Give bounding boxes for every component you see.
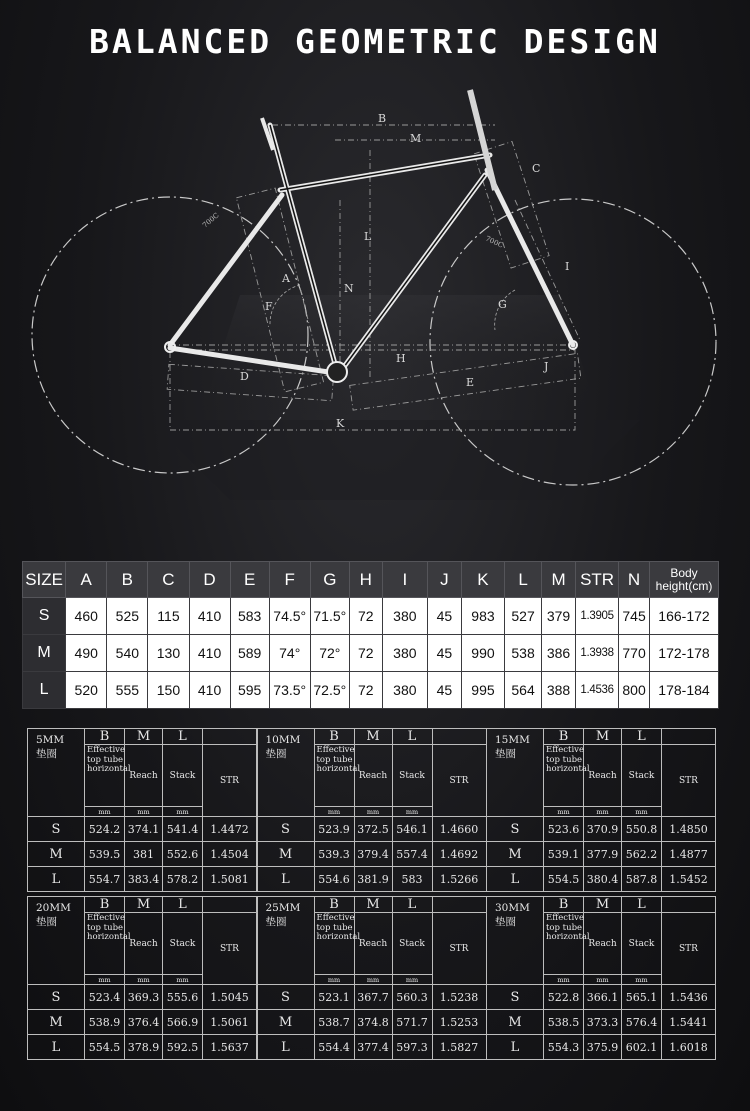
label-d: D: [240, 370, 249, 383]
spacer-size: 25MM: [265, 902, 301, 914]
spacer-size-cell: L: [487, 1035, 544, 1060]
header-str: STR: [575, 562, 618, 598]
spacer-value-cell: 377.9: [584, 842, 622, 867]
spacer-value-cell: 366.1: [584, 985, 622, 1010]
spacer-reach: Reach: [354, 745, 392, 807]
header-size: SIZE: [23, 562, 66, 598]
label-b: B: [378, 112, 387, 125]
spacer-value-cell: 375.9: [584, 1035, 622, 1060]
spacer-size-cell: L: [487, 867, 544, 892]
size-value-cell: 995: [461, 672, 504, 709]
spacer-col-b: B: [314, 729, 354, 745]
spacer-value-cell: 1.5238: [432, 985, 486, 1010]
spacer-value-cell: 539.3: [314, 842, 354, 867]
spacer-value-cell: 1.5827: [432, 1035, 486, 1060]
header-d: D: [189, 562, 230, 598]
size-value-cell: 538: [505, 635, 542, 672]
spacer-value-cell: 554.7: [85, 867, 125, 892]
spacer-col-b: B: [85, 729, 125, 745]
header-j: J: [427, 562, 461, 598]
size-value-cell: 1.3905: [575, 598, 618, 635]
spacer-value-cell: 539.1: [544, 842, 584, 867]
spacer-value-cell: 557.4: [392, 842, 432, 867]
spacer-name: [257, 729, 314, 817]
header-g: G: [310, 562, 349, 598]
label-k: K: [336, 417, 345, 430]
spacer-value-cell: 372.5: [354, 817, 392, 842]
spacer-col-l: L: [622, 729, 662, 745]
size-value-cell: 130: [148, 635, 189, 672]
spacer-row-2: [27, 896, 715, 1060]
size-table-header-row: [23, 562, 719, 598]
size-value-cell: 983: [461, 598, 504, 635]
spacer-col-l: L: [392, 897, 432, 913]
spacer-value-cell: 376.4: [125, 1010, 163, 1035]
size-value-cell: 1.4536: [575, 672, 618, 709]
size-value-cell: 745: [619, 598, 650, 635]
label-j: J: [544, 360, 549, 373]
size-value-cell: 72°: [310, 635, 349, 672]
spacer-value-cell: 1.5061: [203, 1010, 257, 1035]
spacer-str: STR: [203, 745, 257, 817]
spacer-reach: Reach: [125, 913, 163, 975]
size-value-cell: 564: [505, 672, 542, 709]
spacer-value-cell: 1.5452: [662, 867, 716, 892]
spacer-name: [257, 897, 314, 985]
spacer-reach: Reach: [584, 745, 622, 807]
spacer-value-cell: 565.1: [622, 985, 662, 1010]
size-value-cell: 166-172: [649, 598, 718, 635]
size-value-cell: 589: [230, 635, 269, 672]
spacer-value-cell: 578.2: [163, 867, 203, 892]
size-label-cell: S: [23, 598, 66, 635]
spacer-unit: mm: [622, 975, 662, 985]
size-value-cell: 583: [230, 598, 269, 635]
size-value-cell: 595: [230, 672, 269, 709]
size-value-cell: 1.3938: [575, 635, 618, 672]
spacer-str: STR: [203, 913, 257, 985]
size-value-cell: 71.5°: [310, 598, 349, 635]
size-label-cell: L: [23, 672, 66, 709]
spacer-size-cell: S: [28, 817, 85, 842]
page-title: BALANCED GEOMETRIC DESIGN: [89, 22, 661, 61]
spacer-unit: mm: [125, 807, 163, 817]
spacer-size-cell: M: [28, 1010, 85, 1035]
spacer-col-l: L: [622, 897, 662, 913]
header-k: K: [461, 562, 504, 598]
spacer-size-cell: M: [28, 842, 85, 867]
spacer-tables: [27, 728, 715, 1065]
size-value-cell: 410: [189, 672, 230, 709]
spacer-reach: Reach: [354, 913, 392, 975]
header-n: N: [619, 562, 650, 598]
spacer-table-5mm: [27, 728, 256, 892]
spacer-value-cell: 383.4: [125, 867, 163, 892]
header-e: E: [230, 562, 269, 598]
spacer-unit: mm: [622, 807, 662, 817]
spacer-value-cell: 1.4504: [203, 842, 257, 867]
spacer-name: [28, 729, 85, 817]
spacer-value-cell: 523.4: [85, 985, 125, 1010]
spacer-value-cell: 538.5: [544, 1010, 584, 1035]
spacer-size-cell: S: [257, 985, 314, 1010]
spacer-size-cell: S: [487, 985, 544, 1010]
header-body-height: Body height(cm): [649, 562, 718, 598]
spacer-value-cell: 554.6: [314, 867, 354, 892]
size-value-cell: 72: [349, 672, 382, 709]
label-g: G: [498, 298, 507, 311]
spacer-stack: Stack: [622, 745, 662, 807]
size-value-cell: 72: [349, 598, 382, 635]
spacer-washer-label: 垫圈: [36, 748, 57, 760]
spacer-value-cell: 538.9: [85, 1010, 125, 1035]
spacer-desc: Effective top tube horizontal: [314, 913, 354, 975]
spacer-unit: mm: [163, 807, 203, 817]
spacer-stack: Stack: [163, 745, 203, 807]
spacer-reach: Reach: [125, 745, 163, 807]
spacer-col-l: L: [163, 729, 203, 745]
spacer-table-30mm: [486, 896, 715, 1060]
spacer-col-m: M: [354, 897, 392, 913]
spacer-table-20mm: [27, 896, 256, 1060]
header-l: L: [505, 562, 542, 598]
size-value-cell: 527: [505, 598, 542, 635]
spacer-col-m: M: [354, 729, 392, 745]
spacer-col-m: M: [584, 897, 622, 913]
spacer-size-cell: L: [28, 1035, 85, 1060]
spacer-str: STR: [662, 913, 716, 985]
spacer-unit: mm: [544, 975, 584, 985]
size-value-cell: 73.5°: [269, 672, 310, 709]
spacer-size-cell: M: [257, 842, 314, 867]
label-e: E: [466, 376, 475, 389]
bottom-bracket: [327, 362, 347, 382]
size-value-cell: 770: [619, 635, 650, 672]
spacer-value-cell: 378.9: [125, 1035, 163, 1060]
spacer-value-cell: 374.1: [125, 817, 163, 842]
size-value-cell: 45: [427, 672, 461, 709]
spacer-value-cell: 374.8: [354, 1010, 392, 1035]
spacer-value-cell: 1.6018: [662, 1035, 716, 1060]
spacer-table-25mm: [257, 896, 486, 1060]
size-value-cell: 380: [382, 598, 427, 635]
header-h: H: [349, 562, 382, 598]
size-value-cell: 490: [66, 635, 107, 672]
spacer-value-cell: 1.4472: [203, 817, 257, 842]
size-value-cell: 380: [382, 635, 427, 672]
size-table-row: [23, 598, 719, 635]
label-l: L: [364, 230, 372, 243]
label-c: C: [532, 162, 541, 175]
spacer-value-cell: 587.8: [622, 867, 662, 892]
spacer-value-cell: 370.9: [584, 817, 622, 842]
spacer-size-cell: S: [487, 817, 544, 842]
size-value-cell: 990: [461, 635, 504, 672]
size-value-cell: 115: [148, 598, 189, 635]
spacer-size: 20MM: [36, 902, 71, 914]
spacer-stack: Stack: [392, 745, 432, 807]
header-c: C: [148, 562, 189, 598]
spacer-size: 5MM: [36, 734, 65, 746]
spacer-unit: mm: [584, 975, 622, 985]
spacer-value-cell: 566.9: [163, 1010, 203, 1035]
spacer-table-15mm: [486, 728, 715, 892]
bike-geometry-diagram: [0, 80, 750, 560]
spacer-unit: mm: [85, 807, 125, 817]
spacer-col-m: M: [125, 897, 163, 913]
spacer-size-cell: L: [257, 1035, 314, 1060]
label-h: H: [396, 352, 406, 365]
size-geometry-table: [22, 561, 719, 709]
spacer-unit: mm: [125, 975, 163, 985]
spacer-unit: mm: [392, 975, 432, 985]
spacer-value-cell: 550.8: [622, 817, 662, 842]
spacer-value-cell: 1.4692: [432, 842, 486, 867]
spacer-desc: Effective top tube horizontal: [85, 745, 125, 807]
spacer-washer-label: 垫圈: [495, 916, 516, 928]
spacer-col-m: M: [125, 729, 163, 745]
spacer-col-blank: [203, 897, 257, 913]
label-n: N: [344, 282, 354, 295]
spacer-value-cell: 597.3: [392, 1035, 432, 1060]
header-m: M: [542, 562, 576, 598]
spacer-value-cell: 571.7: [392, 1010, 432, 1035]
spacer-unit: mm: [392, 807, 432, 817]
size-value-cell: 410: [189, 635, 230, 672]
spacer-unit: mm: [354, 975, 392, 985]
spacer-size-cell: M: [257, 1010, 314, 1035]
size-value-cell: 178-184: [649, 672, 718, 709]
spacer-value-cell: 379.4: [354, 842, 392, 867]
header-b: B: [107, 562, 148, 598]
spacer-reach: Reach: [584, 913, 622, 975]
spacer-size-cell: S: [257, 817, 314, 842]
spacer-value-cell: 1.5081: [203, 867, 257, 892]
spacer-row-1: [27, 728, 715, 892]
size-value-cell: 380: [382, 672, 427, 709]
spacer-value-cell: 554.4: [314, 1035, 354, 1060]
spacer-col-b: B: [85, 897, 125, 913]
spacer-value-cell: 554.5: [544, 867, 584, 892]
spacer-value-cell: 552.6: [163, 842, 203, 867]
spacer-value-cell: 576.4: [622, 1010, 662, 1035]
spacer-stack: Stack: [163, 913, 203, 975]
spacer-value-cell: 523.1: [314, 985, 354, 1010]
size-value-cell: 525: [107, 598, 148, 635]
size-value-cell: 150: [148, 672, 189, 709]
size-value-cell: 379: [542, 598, 576, 635]
size-value-cell: 72.5°: [310, 672, 349, 709]
spacer-desc: Effective top tube horizontal: [544, 913, 584, 975]
spacer-name: [487, 897, 544, 985]
spacer-value-cell: 554.3: [544, 1035, 584, 1060]
spacer-value-cell: 1.5266: [432, 867, 486, 892]
spacer-size: 30MM: [495, 902, 530, 914]
spacer-value-cell: 546.1: [392, 817, 432, 842]
label-f: F: [265, 300, 273, 313]
size-value-cell: 555: [107, 672, 148, 709]
spacer-value-cell: 1.5253: [432, 1010, 486, 1035]
spacer-unit: mm: [354, 807, 392, 817]
header-i: I: [382, 562, 427, 598]
spacer-unit: mm: [163, 975, 203, 985]
spacer-value-cell: 1.5436: [662, 985, 716, 1010]
spacer-value-cell: 562.2: [622, 842, 662, 867]
spacer-value-cell: 373.3: [584, 1010, 622, 1035]
spacer-value-cell: 1.4660: [432, 817, 486, 842]
spacer-str: STR: [432, 913, 486, 985]
spacer-washer-label: 垫圈: [495, 748, 516, 760]
size-value-cell: 460: [66, 598, 107, 635]
spacer-value-cell: 523.6: [544, 817, 584, 842]
spacer-col-blank: [432, 729, 486, 745]
size-value-cell: 388: [542, 672, 576, 709]
spacer-value-cell: 1.5637: [203, 1035, 257, 1060]
spacer-str: STR: [662, 745, 716, 817]
floor-shape-2: [150, 420, 640, 500]
size-value-cell: 540: [107, 635, 148, 672]
size-label-cell: M: [23, 635, 66, 672]
spacer-value-cell: 522.8: [544, 985, 584, 1010]
spacer-washer-label: 垫圈: [265, 748, 287, 760]
spacer-value-cell: 1.4877: [662, 842, 716, 867]
spacer-value-cell: 524.2: [85, 817, 125, 842]
spacer-value-cell: 592.5: [163, 1035, 203, 1060]
size-value-cell: 410: [189, 598, 230, 635]
spacer-value-cell: 1.5045: [203, 985, 257, 1010]
spacer-desc: Effective top tube horizontal: [314, 745, 354, 807]
size-value-cell: 74°: [269, 635, 310, 672]
spacer-value-cell: 1.4850: [662, 817, 716, 842]
spacer-washer-label: 垫圈: [36, 916, 57, 928]
size-value-cell: 172-178: [649, 635, 718, 672]
spacer-value-cell: 1.5441: [662, 1010, 716, 1035]
spacer-value-cell: 381: [125, 842, 163, 867]
spacer-value-cell: 555.6: [163, 985, 203, 1010]
size-table-row: [23, 635, 719, 672]
size-value-cell: 386: [542, 635, 576, 672]
spacer-unit: mm: [544, 807, 584, 817]
spacer-value-cell: 369.3: [125, 985, 163, 1010]
spacer-value-cell: 602.1: [622, 1035, 662, 1060]
spacer-size-cell: M: [487, 1010, 544, 1035]
spacer-name: [28, 897, 85, 985]
spacer-col-l: L: [163, 897, 203, 913]
spacer-unit: mm: [85, 975, 125, 985]
spacer-col-blank: [432, 897, 486, 913]
size-value-cell: 800: [619, 672, 650, 709]
front-wheel-label: 700C: [484, 234, 505, 250]
size-table-row: [23, 672, 719, 709]
spacer-col-blank: [203, 729, 257, 745]
spacer-value-cell: 377.4: [354, 1035, 392, 1060]
spacer-unit: mm: [314, 975, 354, 985]
spacer-value-cell: 539.5: [85, 842, 125, 867]
label-a: A: [282, 272, 290, 285]
spacer-value-cell: 538.7: [314, 1010, 354, 1035]
spacer-col-b: B: [544, 729, 584, 745]
spacer-size-cell: L: [257, 867, 314, 892]
size-value-cell: 45: [427, 598, 461, 635]
spacer-col-b: B: [314, 897, 354, 913]
spacer-value-cell: 560.3: [392, 985, 432, 1010]
spacer-value-cell: 541.4: [163, 817, 203, 842]
spacer-value-cell: 554.5: [85, 1035, 125, 1060]
spacer-unit: mm: [314, 807, 354, 817]
size-value-cell: 520: [66, 672, 107, 709]
size-value-cell: 74.5°: [269, 598, 310, 635]
spacer-value-cell: 583: [392, 867, 432, 892]
spacer-size-cell: L: [28, 867, 85, 892]
header-f: F: [269, 562, 310, 598]
spacer-name: [487, 729, 544, 817]
spacer-size: 10MM: [265, 734, 301, 746]
spacer-size-cell: S: [28, 985, 85, 1010]
spacer-stack: Stack: [622, 913, 662, 975]
spacer-col-l: L: [392, 729, 432, 745]
spacer-value-cell: 380.4: [584, 867, 622, 892]
spacer-col-blank: [662, 729, 716, 745]
header-a: A: [66, 562, 107, 598]
spacer-unit: mm: [584, 807, 622, 817]
spacer-col-b: B: [544, 897, 584, 913]
spacer-value-cell: 523.9: [314, 817, 354, 842]
size-value-cell: 72: [349, 635, 382, 672]
spacer-col-m: M: [584, 729, 622, 745]
spacer-washer-label: 垫圈: [265, 916, 287, 928]
spacer-stack: Stack: [392, 913, 432, 975]
label-m: M: [410, 132, 422, 145]
spacer-table-10mm: [257, 728, 486, 892]
label-i: I: [565, 260, 570, 273]
spacer-size-cell: M: [487, 842, 544, 867]
size-value-cell: 45: [427, 635, 461, 672]
spacer-value-cell: 367.7: [354, 985, 392, 1010]
spacer-desc: Effective top tube horizontal: [544, 745, 584, 807]
spacer-value-cell: 381.9: [354, 867, 392, 892]
spacer-str: STR: [432, 745, 486, 817]
spacer-size: 15MM: [495, 734, 530, 746]
rear-wheel-label: 700C: [201, 211, 221, 230]
spacer-desc: Effective top tube horizontal: [85, 913, 125, 975]
spacer-col-blank: [662, 897, 716, 913]
